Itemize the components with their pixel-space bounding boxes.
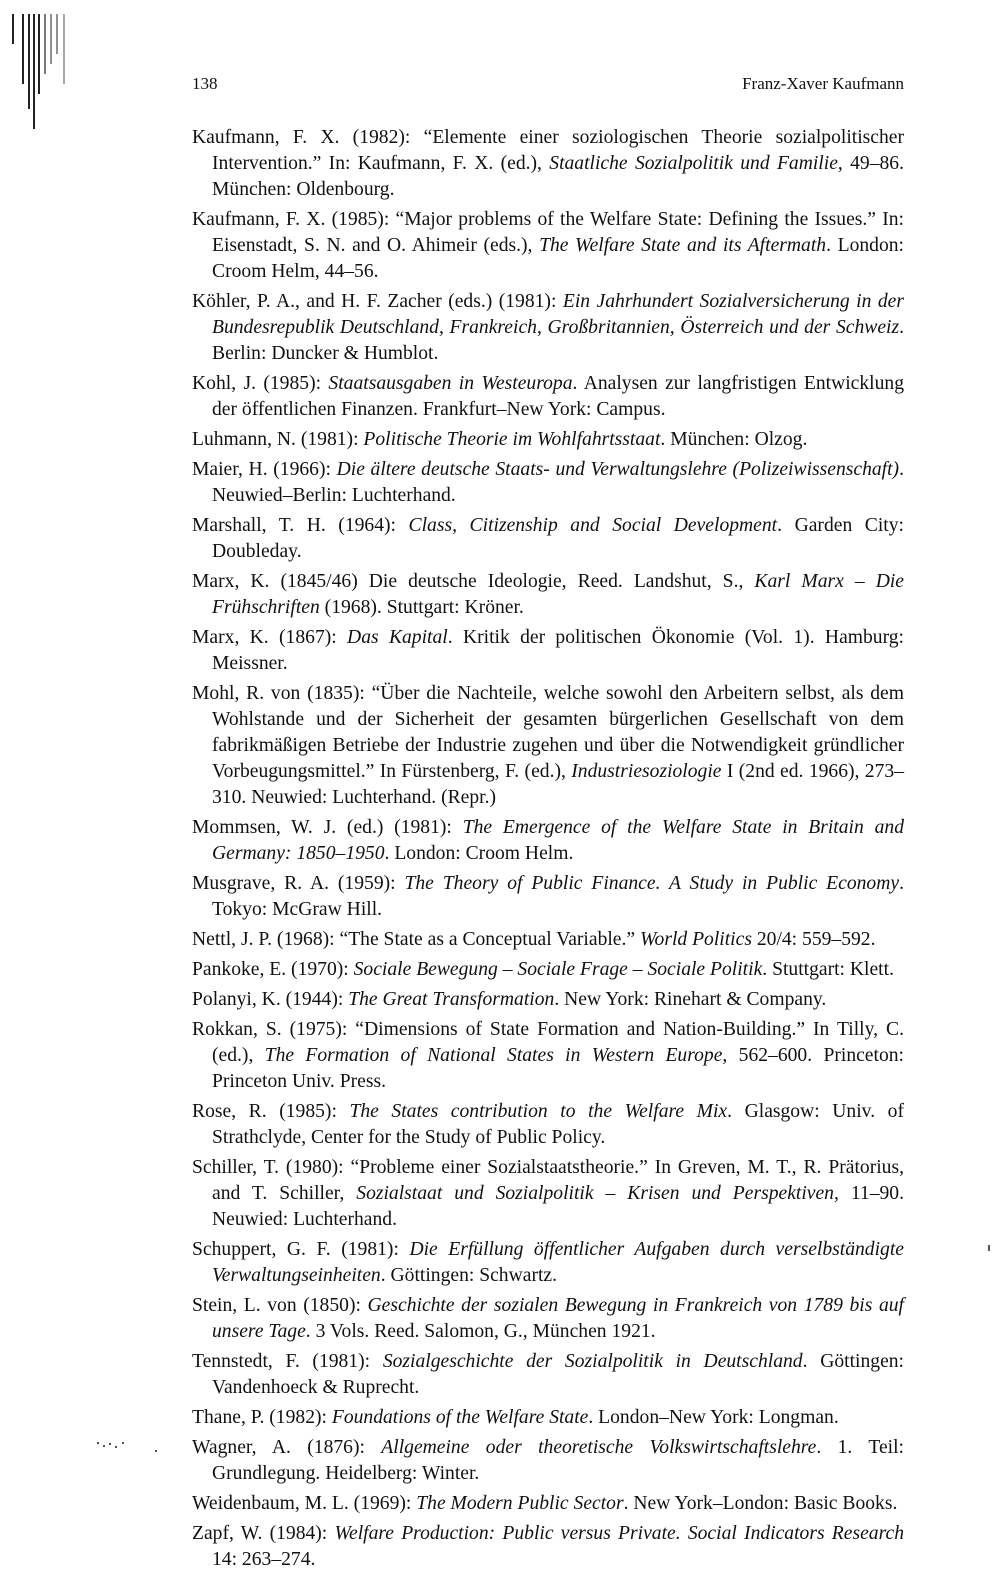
reference-entry	[192, 1237, 904, 1289]
reference-text: Wagner, A. (1876):	[192, 1437, 382, 1458]
reference-text: Mommsen, W. J. (ed.) (1981):	[192, 817, 463, 838]
reference-text: . Analysen zur langfristigen Entwicklung der öffentlichen Finanzen. Frankfurt–New York: Campus.	[212, 373, 904, 420]
reference-entry	[192, 625, 904, 677]
reference-entry	[192, 1521, 904, 1573]
reference-text: . Göttingen: Vandenhoeck & Ruprecht.	[212, 1351, 905, 1398]
reference-title-italic: Staatliche Sozialpolitik und Familie	[549, 153, 838, 174]
reference-text: . Göttingen: Schwartz.	[380, 1265, 558, 1286]
reference-text: 14: 263–274.	[212, 1549, 316, 1570]
reference-text: Schuppert, G. F. (1981):	[192, 1239, 410, 1260]
reference-text: . New York–London: Basic Books.	[623, 1493, 898, 1514]
reference-title-italic: Politische Theorie im Wohlfahrtsstaat	[363, 429, 661, 450]
reference-entry	[192, 1405, 904, 1431]
reference-text: . München: Olzog.	[660, 429, 808, 450]
reference-text: Köhler, P. A., and H. F. Zacher (eds.) (1981):	[192, 291, 563, 312]
reference-text: Nettl, J. P. (1968): “The State as a Conceptual Variable.”	[192, 929, 640, 950]
reference-text: . Stuttgart: Klett.	[762, 959, 894, 980]
page-header	[192, 74, 904, 98]
running-head: Franz-Xaver Kaufmann	[742, 74, 904, 93]
reference-text: Marx, K. (1845/46) Die deutsche Ideologie, Reed. Landshut, S.,	[192, 571, 755, 592]
reference-title-italic: Die Erfüllung öffentlicher Aufgaben durch verselbständigte Verwaltungseinheiten	[212, 1239, 904, 1286]
reference-title-italic: Industriesoziologie	[571, 761, 722, 782]
reference-entry	[192, 1099, 904, 1151]
reference-entry	[192, 207, 904, 285]
reference-text: Stein, L. von (1850):	[192, 1295, 368, 1316]
reference-text: Thane, P. (1982):	[192, 1407, 332, 1428]
reference-title-italic: World Politics	[640, 929, 752, 950]
reference-text: . 3 Vols. Reed. Salomon, G., München 1921.	[305, 1321, 656, 1342]
reference-title-italic: Das Kapital	[347, 627, 448, 648]
reference-entry	[192, 457, 904, 509]
reference-title-italic: Foundations of the Welfare State	[331, 1407, 589, 1428]
reference-entry	[192, 871, 904, 923]
reference-text: Kohl, J. (1985):	[192, 373, 329, 394]
reference-title-italic: Allgemeine oder theoretische Volkswirtschaftslehre	[381, 1437, 817, 1458]
reference-title-italic: Welfare Production: Public versus Private. Social Indicators Research	[334, 1523, 904, 1544]
reference-title-italic: The Emergence of the Welfare State in Britain and Germany: 1850–1950	[212, 817, 904, 864]
reference-title-italic: Ein Jahrhundert Sozialversicherung in der Bundesrepublik Deutschland, Frankreich, Großbritannien, Österreich und der Schweiz	[212, 291, 905, 338]
reference-text: . London–New York: Longman.	[588, 1407, 839, 1428]
reference-entry	[192, 1435, 904, 1487]
reference-title-italic: Sociale Bewegung – Sociale Frage – Sociale Politik	[353, 959, 763, 980]
reference-text: Musgrave, R. A. (1959):	[192, 873, 405, 894]
reference-entry	[192, 987, 904, 1013]
reference-entry	[192, 1491, 904, 1517]
reference-entry	[192, 1155, 904, 1233]
reference-entry	[192, 427, 904, 453]
reference-entry	[192, 513, 904, 565]
scan-specks	[95, 1440, 155, 1452]
reference-text: Weidenbaum, M. L. (1969):	[192, 1493, 417, 1514]
reference-text: Polanyi, K. (1944):	[192, 989, 349, 1010]
reference-text: Marshall, T. H. (1964):	[192, 515, 409, 536]
reference-text: Kaufmann, F. X. (1982): “Elemente einer soziologischen Theorie sozialpolitischer Intervention.” In: Kaufmann, F. X. (ed.),	[192, 127, 904, 174]
reference-title-italic: The Formation of National States in Western Europe	[264, 1045, 723, 1066]
reference-text: Rose, R. (1985):	[192, 1101, 350, 1122]
reference-title-italic: The Welfare State and its Aftermath	[539, 235, 827, 256]
reference-text: I (2nd ed. 1966), 273–310. Neuwied: Luchterhand. (Repr.)	[212, 761, 904, 808]
reference-text: . Neuwied–Berlin: Luchterhand.	[212, 459, 904, 506]
reference-entry	[192, 125, 904, 203]
reference-entry	[192, 289, 904, 367]
reference-entry	[192, 957, 904, 983]
reference-title-italic: Staatsausgaben in Westeuropa	[328, 373, 573, 394]
reference-title-italic: Sozialstaat und Sozialpolitik – Krisen und Perspektiven	[356, 1183, 834, 1204]
reference-text: Rokkan, S. (1975): “Dimensions of State Formation and Nation-Building.” In Tilly, C. (ed.),	[192, 1019, 904, 1066]
reference-text: . Tokyo: McGraw Hill.	[212, 873, 904, 920]
reference-title-italic: Die ältere deutsche Staats- und Verwaltungslehre (Polizeiwissenschaft)	[336, 459, 900, 480]
reference-text: Luhmann, N. (1981):	[192, 429, 364, 450]
reference-entry	[192, 371, 904, 423]
reference-title-italic: Geschichte der sozialen Bewegung in Frankreich von 1789 bis auf unsere Tage	[212, 1295, 904, 1342]
reference-entry	[192, 569, 904, 621]
reference-text: . Garden City: Doubleday.	[212, 515, 904, 562]
reference-entry	[192, 1017, 904, 1095]
reference-entry	[192, 815, 904, 867]
reference-title-italic: Karl Marx – Die Frühschriften	[212, 571, 904, 618]
reference-title-italic: The Modern Public Sector	[416, 1493, 624, 1514]
reference-title-italic: The States contribution to the Welfare Mix	[349, 1101, 728, 1122]
reference-entry	[192, 927, 904, 953]
reference-text: . Glasgow: Univ. of Strathclyde, Center for the Study of Public Policy.	[212, 1101, 904, 1148]
page-number: 138	[192, 74, 218, 93]
reference-text: , 49–86. München: Oldenbourg.	[212, 153, 904, 200]
reference-text: Maier, H. (1966):	[192, 459, 337, 480]
scan-binding-marks	[8, 10, 68, 140]
reference-text: 20/4: 559–592.	[751, 929, 876, 950]
reference-title-italic: Sozialgeschichte der Sozialpolitik in Deutschland	[382, 1351, 803, 1372]
reference-text: . New York: Rinehart & Company.	[554, 989, 827, 1010]
reference-title-italic: Class, Citizenship and Social Development	[408, 515, 778, 536]
reference-text: Kaufmann, F. X. (1985): “Major problems of the Welfare State: Defining the Issues.” In: Eisenstadt, S. N. and O. Ahimeir (eds.),	[192, 209, 904, 256]
reference-title-italic: The Theory of Public Finance. A Study in Public Economy	[404, 873, 900, 894]
reference-text: . 1. Teil: Grundlegung. Heidelberg: Winter.	[212, 1437, 904, 1484]
reference-text: . Berlin: Duncker & Humblot.	[212, 317, 904, 364]
reference-text: , 11–90. Neuwied: Luchterhand.	[212, 1183, 904, 1230]
reference-text: Tennstedt, F. (1981):	[192, 1351, 383, 1372]
reference-text: , 562–600. Princeton: Princeton Univ. Press.	[212, 1045, 904, 1092]
reference-text: Mohl, R. von (1835): “Über die Nachteile, welche sowohl den Arbeitern selbst, als dem Wohlstande und der Sicherheit der gesamten bürgerlichen Gesellschaft von dem fabrikmäßigen Betriebe der Industrie zugehen und über die Notwendigkeit gründlicher Vorbeugungsmittel.” In Fürstenberg, F. (ed.),	[192, 683, 904, 782]
scan-speck	[988, 1245, 990, 1251]
reference-text: Pankoke, E. (1970):	[192, 959, 354, 980]
reference-text: . London: Croom Helm, 44–56.	[212, 235, 904, 282]
reference-title-italic: The Great Transformation	[348, 989, 555, 1010]
reference-entry	[192, 1293, 904, 1345]
reference-text: Zapf, W. (1984):	[192, 1523, 335, 1544]
reference-text: Marx, K. (1867):	[192, 627, 348, 648]
reference-entry	[192, 681, 904, 811]
reference-entry	[192, 1349, 904, 1401]
reference-text: . London: Croom Helm.	[384, 843, 574, 864]
reference-text: Schiller, T. (1980): “Probleme einer Sozialstaatstheorie.” In Greven, M. T., R. Prätorius, and T. Schiller,	[192, 1157, 904, 1204]
reference-text: (1968). Stuttgart: Kröner.	[319, 597, 524, 618]
reference-list	[192, 125, 904, 1577]
reference-text: . Kritik der politischen Ökonomie (Vol. 1). Hamburg: Meissner.	[212, 627, 905, 674]
